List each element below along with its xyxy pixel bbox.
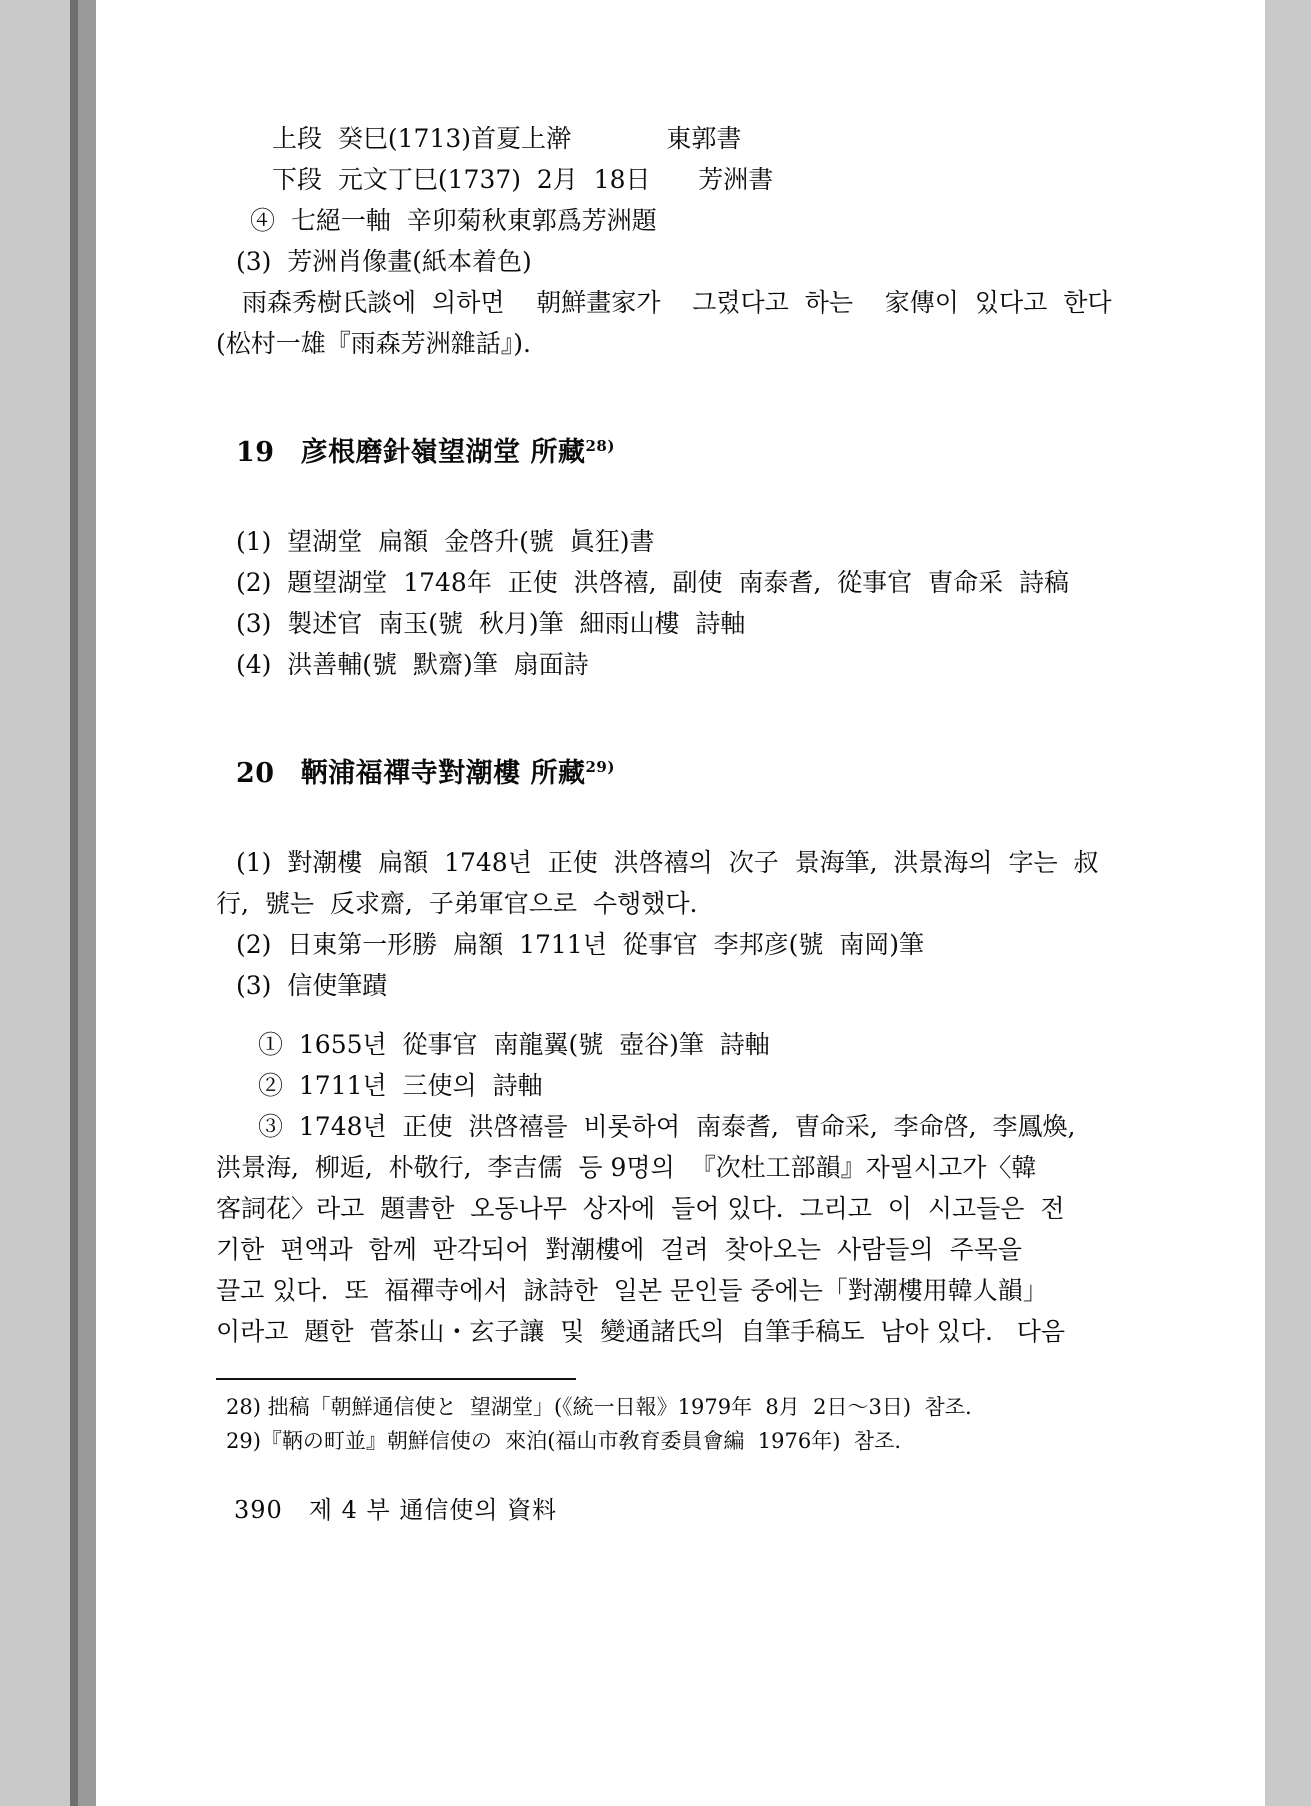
footnote-28: 28) 拙稿「朝鮮通信使と 望湖堂」(《統一日報》1979年 8月 2日〜3日) 참조.	[226, 1395, 972, 1419]
book-page	[96, 0, 1265, 1806]
section-20-item-3: (3) 信使筆蹟	[236, 971, 388, 1000]
footnote-list	[216, 1390, 1156, 1458]
section-19-item-3: (3) 製述官 南玉(號 秋月)筆 細雨山樓 詩軸	[236, 609, 746, 638]
section-20-title: 鞆浦福禪寺對潮樓 所藏	[300, 758, 586, 789]
section-20-sub-3-line-1: ③ 1748년 正使 洪啓禧를 비롯하여 南泰耆, 曺命采, 李命啓, 李鳳煥,	[258, 1112, 1076, 1141]
section-20-item-1-line-1: (1) 對潮樓 扁額 1748년 正使 洪啓禧의 次子 景海筆, 洪景海의 字는 叔	[236, 848, 1099, 877]
spacer-2	[216, 473, 1156, 521]
top-paragraph-2: (松村一雄『雨森芳洲雜話』).	[216, 329, 531, 358]
section-20-items	[216, 842, 1156, 1352]
page-folio	[216, 1490, 1156, 1531]
section-19-item-4: (4) 洪善輔(號 默齋)筆 扇面詩	[236, 650, 589, 679]
section-19-title: 彦根磨針嶺望湖堂 所藏	[300, 437, 586, 468]
spacer-5	[216, 1006, 1156, 1024]
spacer-3	[216, 685, 1156, 747]
section-20-heading	[216, 747, 1156, 794]
section-20-number: 20	[236, 758, 275, 789]
section-19-footnote-marker: 28)	[585, 437, 615, 455]
section-19-heading	[216, 426, 1156, 473]
section-20-sub-3-line-3: 客詞花〉라고 題書한 오동나무 상자에 들어 있다. 그리고 이 시고들은 전	[216, 1194, 1065, 1223]
spacer-1	[216, 364, 1156, 426]
spacer-4	[216, 794, 1156, 842]
footnote-29: 29)『鞆の町並』朝鮮信使の 來泊(福山市敎育委員會編 1976年) 참조.	[226, 1429, 902, 1453]
section-20-sub-3-line-6: 이라고 題한 菅茶山・玄子讓 및 變通諸氏의 自筆手稿도 남아 있다. 다음	[216, 1317, 1066, 1346]
top-line-3: ④ 七絕一軸 辛卯菊秋東郭爲芳洲題	[250, 206, 657, 235]
footnote-separator	[216, 1378, 576, 1380]
section-19-items	[216, 521, 1156, 685]
section-20-footnote-marker: 29)	[585, 758, 615, 776]
top-block	[216, 118, 1156, 364]
top-line-4: (3) 芳洲肖像畫(紙本着色)	[236, 247, 532, 276]
page-content	[216, 118, 1156, 1531]
section-20-sub-2: ② 1711년 三使의 詩軸	[258, 1071, 543, 1100]
top-line-2: 下段 元文丁巳(1737) 2月 18日 芳洲書	[272, 165, 774, 194]
section-19-item-1: (1) 望湖堂 扁額 金啓升(號 眞狂)書	[236, 527, 655, 556]
section-20-item-1-line-2: 行, 號는 反求齋, 子弟軍官으로 수행했다.	[216, 889, 698, 918]
section-19-number: 19	[236, 437, 275, 468]
page-number: 390	[234, 1496, 283, 1524]
section-20-sub-3-line-5: 끌고 있다. 또 福禪寺에서 詠詩한 일본 문인들 중에는「對潮樓用韓人韻」	[216, 1276, 1048, 1305]
section-20-sub-3-line-2: 洪景海, 柳逅, 朴敬行, 李吉儒 등 9명의 『次杜工部韻』자필시고가〈韓	[216, 1153, 1037, 1182]
top-line-1: 上段 癸巳(1713)首夏上澣 東郭書	[272, 124, 742, 153]
top-paragraph: 雨森秀樹氏談에 의하면 朝鮮畫家가 그렸다고 하는 家傳이 있다고 한다	[242, 288, 1112, 317]
section-20-item-2: (2) 日東第一形勝 扁額 1711년 從事官 李邦彦(號 南岡)筆	[236, 930, 925, 959]
page-inner	[96, 0, 1265, 1806]
running-head-label: 제 4 부 通信使의 資料	[308, 1496, 558, 1524]
section-19-item-2: (2) 題望湖堂 1748年 正使 洪啓禧, 副使 南泰耆, 從事官 曺命采 詩稿	[236, 568, 1069, 597]
section-20-sub-1: ① 1655년 從事官 南龍翼(號 壺谷)筆 詩軸	[258, 1030, 770, 1059]
section-20-sub-3-line-4: 기한 편액과 함께 판각되어 對潮樓에 걸려 찾아오는 사람들의 주목을	[216, 1235, 1022, 1264]
